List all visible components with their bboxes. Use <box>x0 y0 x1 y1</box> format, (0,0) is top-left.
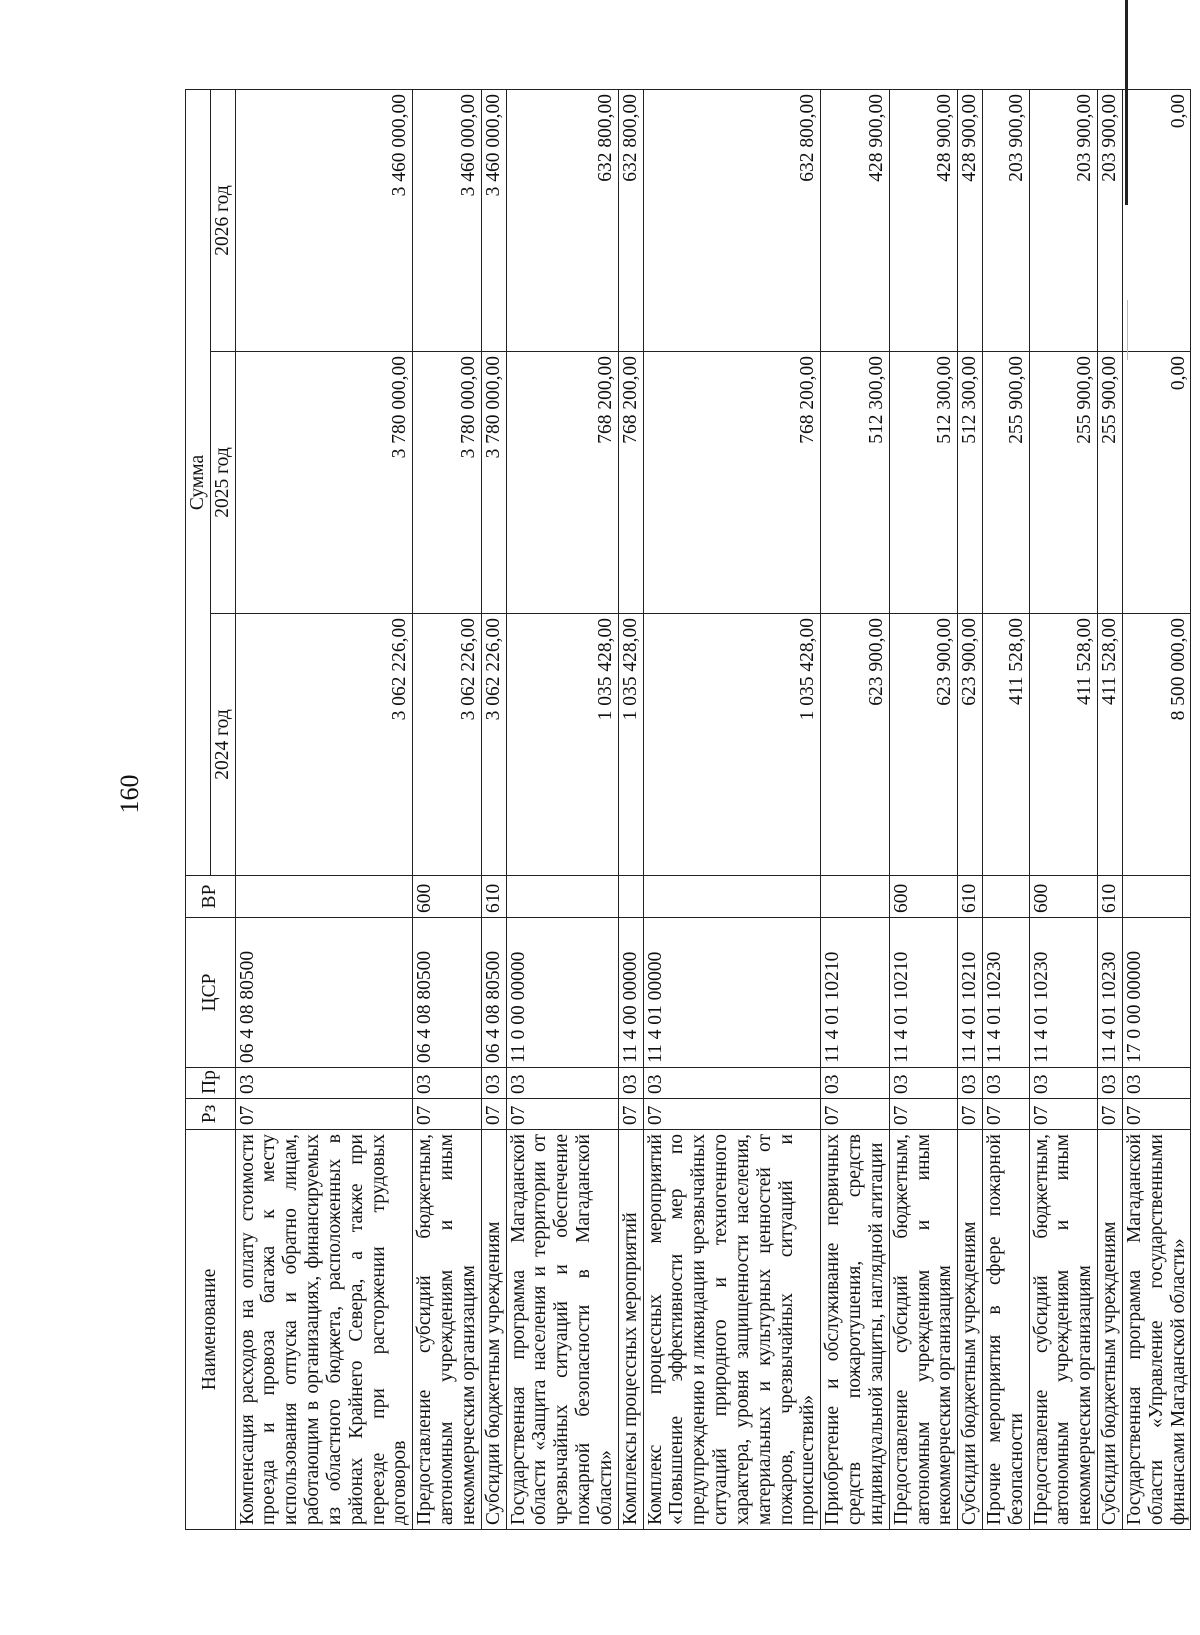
cell-2024: 3 062 226,00 <box>235 614 413 876</box>
table-row <box>481 90 506 1530</box>
cell-2026: 428 900,00 <box>889 90 957 352</box>
table-body <box>235 90 1191 1530</box>
cell-pr: 03 <box>1122 1068 1190 1099</box>
cell-2026: 632 800,00 <box>643 90 821 352</box>
cell-rz: 07 <box>1098 1099 1123 1130</box>
header-row <box>186 90 211 1530</box>
cell-name: Государственная программа Магаданской области «Управление государственными финансами Магаданской области» <box>1122 1130 1190 1530</box>
cell-csr: 11 4 01 10230 <box>982 918 1029 1068</box>
cell-csr: 11 4 00 00000 <box>618 918 643 1068</box>
cell-rz: 07 <box>413 1099 481 1130</box>
cell-name: Приобретение и обслуживание первичных средств пожаротушения, средств индивидуальной защиты, наглядной агитации <box>821 1130 889 1530</box>
cell-2026: 3 460 000,00 <box>235 90 413 352</box>
table-row <box>821 90 889 1530</box>
cell-vr: 600 <box>1029 876 1097 918</box>
cell-2025: 3 780 000,00 <box>235 352 413 614</box>
cell-pr: 03 <box>982 1068 1029 1099</box>
cell-vr <box>506 876 618 918</box>
cell-2024: 1 035 428,00 <box>618 614 643 876</box>
cell-name: Субсидии бюджетным учреждениям <box>481 1130 506 1530</box>
cell-pr: 03 <box>1098 1068 1123 1099</box>
cell-pr: 03 <box>481 1068 506 1099</box>
cell-name: Субсидии бюджетным учреждениям <box>958 1130 983 1530</box>
cell-rz: 07 <box>235 1099 413 1130</box>
scan-edge-mark <box>1127 300 1128 360</box>
cell-vr: 610 <box>481 876 506 918</box>
cell-pr: 03 <box>618 1068 643 1099</box>
cell-pr: 03 <box>1029 1068 1097 1099</box>
cell-vr <box>643 876 821 918</box>
cell-name: Комплекс процессных мероприятий «Повышение эффективности мер по предупреждению и ликвидации чрезвычайных ситуаций природного и техногенного характера, уровня защищенности населения, материальных и культурных ценностей от пожаров, чрезвычайных ситуаций и происшествий» <box>643 1130 821 1530</box>
cell-2024: 623 900,00 <box>821 614 889 876</box>
cell-2026: 632 800,00 <box>506 90 618 352</box>
table-row <box>413 90 481 1530</box>
table-row <box>982 90 1029 1530</box>
cell-2024: 411 528,00 <box>1029 614 1097 876</box>
cell-csr: 17 0 00 00000 <box>1122 918 1190 1068</box>
cell-2025: 768 200,00 <box>618 352 643 614</box>
header-name: Наименование <box>186 1130 236 1530</box>
cell-2025: 768 200,00 <box>643 352 821 614</box>
cell-pr: 03 <box>889 1068 957 1099</box>
cell-2026: 632 800,00 <box>618 90 643 352</box>
table-row <box>889 90 957 1530</box>
cell-vr: 600 <box>889 876 957 918</box>
table-row <box>506 90 618 1530</box>
header-pr: Пр <box>186 1068 236 1099</box>
cell-vr: 610 <box>1098 876 1123 918</box>
table-row <box>958 90 983 1530</box>
cell-name: Субсидии бюджетным учреждениям <box>1098 1130 1123 1530</box>
cell-rz: 07 <box>958 1099 983 1130</box>
cell-2026: 203 900,00 <box>982 90 1029 352</box>
cell-csr: 11 4 01 10210 <box>889 918 957 1068</box>
cell-csr: 06 4 08 80500 <box>481 918 506 1068</box>
cell-rz: 07 <box>889 1099 957 1130</box>
cell-csr: 11 4 01 10230 <box>1098 918 1123 1068</box>
cell-2024: 411 528,00 <box>1098 614 1123 876</box>
cell-2026: 0,00 <box>1122 90 1190 352</box>
cell-name: Государственная программа Магаданской области «Защита населения и территории от чрезвычайных ситуаций и обеспечение пожарной безопасности в Магаданской области» <box>506 1130 618 1530</box>
budget-table <box>185 89 1191 1530</box>
cell-2025: 512 300,00 <box>821 352 889 614</box>
table-row <box>235 90 413 1530</box>
cell-name: Прочие мероприятия в сфере пожарной безопасности <box>982 1130 1029 1530</box>
cell-2026: 428 900,00 <box>958 90 983 352</box>
cell-pr: 03 <box>958 1068 983 1099</box>
cell-pr: 03 <box>506 1068 618 1099</box>
cell-vr <box>1122 876 1190 918</box>
cell-2025: 3 780 000,00 <box>413 352 481 614</box>
cell-name: Комплексы процессных мероприятий <box>618 1130 643 1530</box>
cell-2025: 512 300,00 <box>889 352 957 614</box>
header-csr: ЦСР <box>186 918 236 1068</box>
cell-2024: 1 035 428,00 <box>506 614 618 876</box>
cell-2026: 203 900,00 <box>1029 90 1097 352</box>
header-sum: Сумма <box>186 90 211 876</box>
cell-vr: 610 <box>958 876 983 918</box>
header-vr: ВР <box>186 876 236 918</box>
cell-pr: 03 <box>643 1068 821 1099</box>
cell-2025: 255 900,00 <box>1098 352 1123 614</box>
header-2024: 2024 год <box>210 614 235 876</box>
cell-2024: 8 500 000,00 <box>1122 614 1190 876</box>
header-2025: 2025 год <box>210 352 235 614</box>
page-number: 160 <box>115 774 144 814</box>
cell-2025: 3 780 000,00 <box>481 352 506 614</box>
cell-vr: 600 <box>413 876 481 918</box>
header-2026: 2026 год <box>210 90 235 352</box>
cell-vr <box>235 876 413 918</box>
cell-2026: 428 900,00 <box>821 90 889 352</box>
cell-2024: 3 062 226,00 <box>413 614 481 876</box>
table-header <box>186 90 236 1530</box>
cell-rz: 07 <box>821 1099 889 1130</box>
cell-2026: 3 460 000,00 <box>413 90 481 352</box>
cell-vr <box>821 876 889 918</box>
cell-name: Предоставление субсидий бюджетным, автономным учреждениям и иным некоммерческим организациям <box>1029 1130 1097 1530</box>
cell-name: Компенсация расходов на оплату стоимости проезда и провоза багажа к месту использования отпуска и обратно лицам, работающим в организациях, финансируемых из областного бюджета, расположенных в районах Крайнего Севера, а также при переезде при расторжении трудовых договоров <box>235 1130 413 1530</box>
cell-2024: 411 528,00 <box>982 614 1029 876</box>
cell-rz: 07 <box>1122 1099 1190 1130</box>
table-row <box>618 90 643 1530</box>
cell-pr: 03 <box>413 1068 481 1099</box>
cell-vr <box>982 876 1029 918</box>
cell-2025: 768 200,00 <box>506 352 618 614</box>
cell-name: Предоставление субсидий бюджетным, автономным учреждениям и иным некоммерческим организациям <box>413 1130 481 1530</box>
cell-rz: 07 <box>982 1099 1029 1130</box>
table-row <box>1122 90 1190 1530</box>
cell-csr: 11 0 00 00000 <box>506 918 618 1068</box>
table-row <box>1029 90 1097 1530</box>
cell-2026: 3 460 000,00 <box>481 90 506 352</box>
cell-rz: 07 <box>1029 1099 1097 1130</box>
cell-csr: 11 4 01 10230 <box>1029 918 1097 1068</box>
cell-2025: 0,00 <box>1122 352 1190 614</box>
cell-2025: 255 900,00 <box>1029 352 1097 614</box>
scan-edge-line <box>1125 0 1128 205</box>
cell-csr: 11 4 01 10210 <box>821 918 889 1068</box>
cell-pr: 03 <box>235 1068 413 1099</box>
cell-2024: 1 035 428,00 <box>643 614 821 876</box>
cell-vr <box>618 876 643 918</box>
cell-rz: 07 <box>618 1099 643 1130</box>
cell-2025: 255 900,00 <box>982 352 1029 614</box>
cell-rz: 07 <box>643 1099 821 1130</box>
cell-csr: 06 4 08 80500 <box>413 918 481 1068</box>
cell-name: Предоставление субсидий бюджетным, автономным учреждениям и иным некоммерческим организациям <box>889 1130 957 1530</box>
cell-2026: 203 900,00 <box>1098 90 1123 352</box>
cell-csr: 11 4 01 00000 <box>643 918 821 1068</box>
budget-table-wrapper <box>185 90 1189 1530</box>
table-row <box>1098 90 1123 1530</box>
cell-2025: 512 300,00 <box>958 352 983 614</box>
cell-2024: 623 900,00 <box>889 614 957 876</box>
header-rz: Рз <box>186 1099 236 1130</box>
table-row <box>643 90 821 1530</box>
cell-pr: 03 <box>821 1068 889 1099</box>
cell-rz: 07 <box>481 1099 506 1130</box>
cell-csr: 06 4 08 80500 <box>235 918 413 1068</box>
rotated-table-container <box>185 90 1189 1530</box>
cell-rz: 07 <box>506 1099 618 1130</box>
cell-csr: 11 4 01 10210 <box>958 918 983 1068</box>
cell-2024: 3 062 226,00 <box>481 614 506 876</box>
cell-2024: 623 900,00 <box>958 614 983 876</box>
